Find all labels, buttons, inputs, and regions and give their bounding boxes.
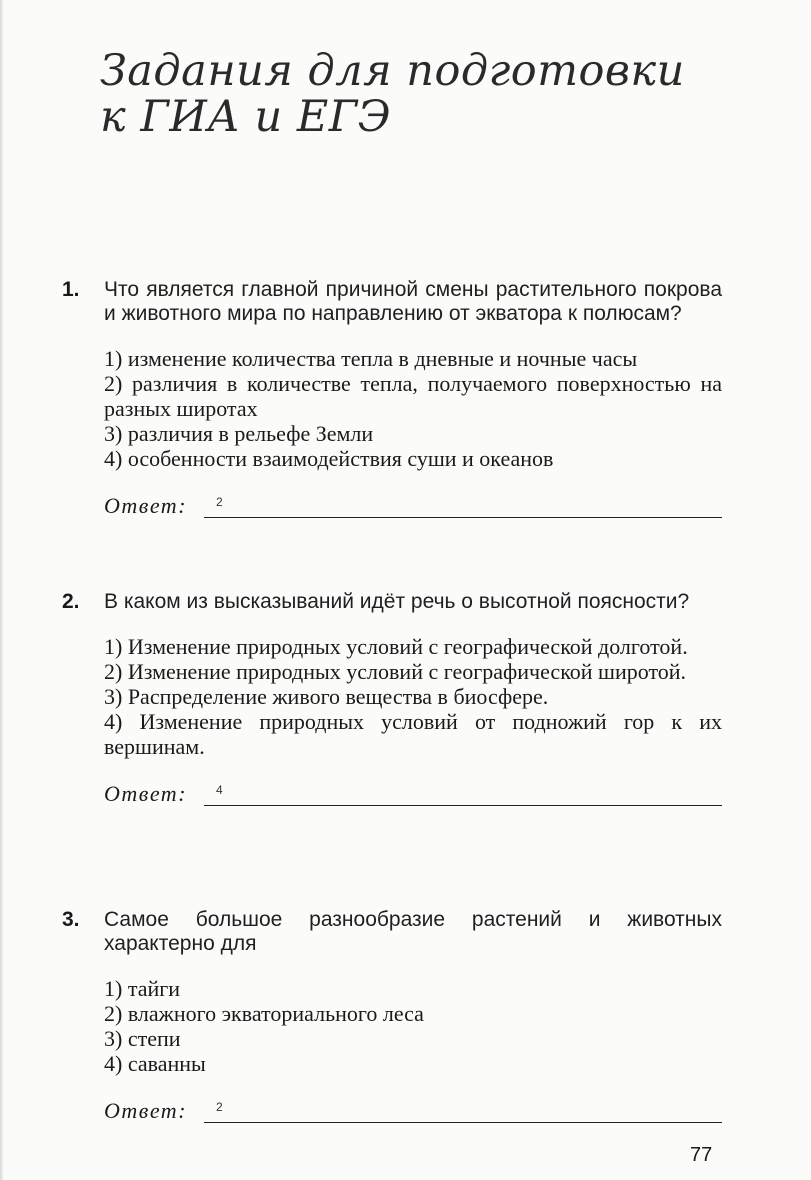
- options-list: [104, 634, 722, 759]
- question-3: [62, 908, 722, 1128]
- page-number: 77: [690, 1144, 713, 1166]
- option-2: 2) влажного экваториального леса: [104, 1001, 424, 1026]
- question-text: Самое большое разнообразие растений и животных характерно для: [104, 908, 722, 955]
- answer-value[interactable]: 2: [216, 1100, 223, 1114]
- answer-value[interactable]: 2: [216, 495, 223, 509]
- question-text: В каком из высказываний идёт речь о высотной поясности?: [104, 590, 690, 613]
- question-number: 3.: [62, 908, 80, 931]
- option-3: 3) Распределение живого вещества в биосфере.: [104, 684, 549, 709]
- answer-line: [204, 517, 722, 518]
- option-4: 4) саванны: [104, 1051, 206, 1076]
- option-1: 1) изменение количества тепла в дневные и ночные часы: [104, 346, 638, 371]
- answer-row: [104, 1098, 722, 1128]
- option-1: 1) тайги: [104, 976, 181, 1001]
- page-title-line-2: к ГИА и ЕГЭ: [100, 92, 392, 142]
- page-title: [100, 48, 700, 140]
- option-4: 4) особенности взаимодействия суши и океанов: [104, 446, 554, 471]
- option-4: 4) Изменение природных условий от подножий гор к их вершинам.: [104, 709, 722, 759]
- option-3: 3) различия в рельефе Земли: [104, 421, 374, 446]
- options-list: [104, 346, 722, 471]
- answer-value[interactable]: 4: [216, 783, 223, 797]
- answer-row: [104, 493, 722, 523]
- question-number: 1.: [62, 278, 80, 301]
- answer-line: [204, 805, 722, 806]
- option-3: 3) степи: [104, 1026, 181, 1051]
- question-2: [62, 590, 722, 811]
- page-edge-shadow: [0, 0, 4, 1180]
- answer-label: Ответ:: [104, 781, 188, 806]
- question-text: Что является главной причиной смены растительного покрова и животного мира по направлению от экватора к полюсам?: [104, 278, 722, 325]
- option-1: 1) Изменение природных условий с географической долготой.: [104, 634, 688, 659]
- page-title-line-1: Задания для подготовки: [100, 46, 685, 96]
- question-number: 2.: [62, 590, 80, 613]
- answer-row: [104, 781, 722, 811]
- answer-label: Ответ:: [104, 1098, 188, 1123]
- answer-line: [204, 1122, 722, 1123]
- options-list: [104, 976, 722, 1076]
- question-1: [62, 278, 722, 523]
- option-2: 2) Изменение природных условий с географической широтой.: [104, 659, 687, 684]
- option-2: 2) различия в количестве тепла, получаемого поверхностью на разных широтах: [104, 371, 722, 421]
- answer-label: Ответ:: [104, 493, 188, 518]
